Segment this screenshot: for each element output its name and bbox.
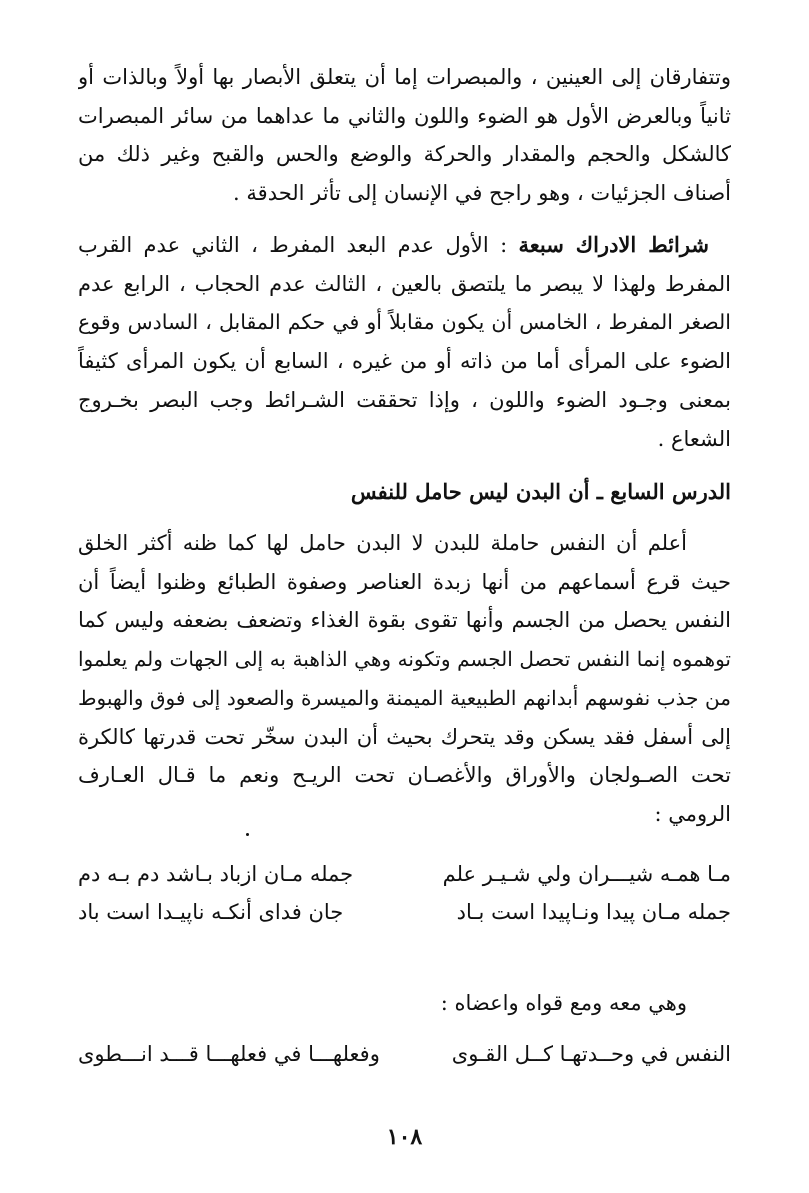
- final-verse-couplet: [78, 1036, 731, 1072]
- text-line: كالشكل والحجم والمقدار والحركة والوضع والحس والقبح وغير ذلك من: [78, 142, 731, 167]
- verse-second-hemistich: جان فداى أنكـه ناپيـدا است باد: [78, 900, 344, 924]
- heading-text: الدرس السابع ـ أن البدن ليس حامل للنفس: [350, 479, 731, 504]
- intro-line: [78, 985, 731, 1021]
- paragraph-perception-conditions: [78, 226, 731, 458]
- text-line: حيث قرع أسماعهم من أنها زبدة العناصر وصفوة الطبائع وظنوا أيضاً أن: [78, 569, 731, 594]
- paragraph-soul-body: [78, 524, 731, 834]
- verse-first-hemistich: مـا همـه شيـــران ولي شـيـر علم: [442, 862, 731, 886]
- text-line: الضوء على المرأى أما من ذاته أو من غيره ، السابع أن يكون المرأى كثيفاً: [78, 349, 731, 374]
- page-number: ١٠٨: [386, 1124, 423, 1150]
- text-line: المفرط ولهذا لا يبصر ما يلتصق بالعين ، الثالث عدم الحجاب ، الرابع عدم: [78, 271, 731, 296]
- text-line: النفس يحصل من الجسم وأنها تقوى بقوة الغذاء وتضعف بضعفه وليس كما: [78, 608, 731, 633]
- text-line-content: أعلم أن النفس حاملة للبدن لا البدن حامل لها كما ظنه أكثر الخلق: [78, 531, 687, 555]
- print-speck: [246, 833, 249, 836]
- verse-couplet: [78, 856, 731, 892]
- verse-first-hemistich: النفس في وحــدتهـا كــل القـوى: [451, 1042, 731, 1066]
- text-line: توهموه إنما النفس تحصل الجسم وتكونه وهي الذاهبة به إلى الجهات ولم يعلموا: [78, 647, 731, 672]
- text-line: تحت الصـولجان والأوراق والأغصـان تحت الريـح ونعم ما قـال العـارف: [78, 763, 731, 788]
- text-line: وتتفارقان إلى العينين ، والمبصرات إما أن يتعلق الأبصار بها أولاً وبالذات أو: [78, 65, 731, 89]
- verse-couplet: [78, 894, 731, 930]
- text-line: من جذب نفوسهم أبدانهم الطبيعية الميمنة والميسرة والصعود إلى فوق والهبوط: [78, 685, 731, 710]
- text-line: الشعاع .: [657, 426, 731, 451]
- text-line: أصناف الجزئيات ، وهو راجح في الإنسان إلى تأثر الحدقة .: [233, 181, 731, 206]
- text-line: الرومي :: [654, 801, 731, 826]
- verse-second-hemistich: وفعلهـــا في فعلهـــا قـــد انـــطوى: [78, 1042, 380, 1066]
- verse-second-hemistich: جمله مـان ازباد بـاشد دم بـه دم: [78, 862, 354, 886]
- lead-continuation: : الأول عدم البعد المفرط ، الثاني عدم القرب: [78, 233, 519, 257]
- intro-text: وهي معه ومع قواه واعضاه :: [440, 991, 687, 1015]
- text-line: [78, 524, 731, 563]
- text-line: [78, 226, 731, 265]
- text-line: إلى أسفل فقد يسكن وقد يتحرك بحيث أن البدن سخّر تحت قدرتها كالكرة: [78, 724, 731, 749]
- text-line: بمعنى وجـود الضوء واللون ، وإذا تحققت الشـرائط وجب البصر بخـروج: [78, 387, 731, 412]
- text-line: الصغر المفرط ، الخامس أن يكون مقابلاً أو في حكم المقابل ، السادس وقوع: [78, 310, 731, 335]
- text-line: ثانياً وبالعرض الأول هو الضوء واللون والثاني ما عداهما من سائر المبصرات: [78, 103, 731, 128]
- lesson-heading: [78, 473, 731, 512]
- verse-first-hemistich: جمله مـان پيدا ونـاپيدا است بـاد: [456, 900, 731, 924]
- bold-lead: شرائط الادراك سبعة: [518, 232, 709, 257]
- paragraph-vision: [78, 58, 731, 213]
